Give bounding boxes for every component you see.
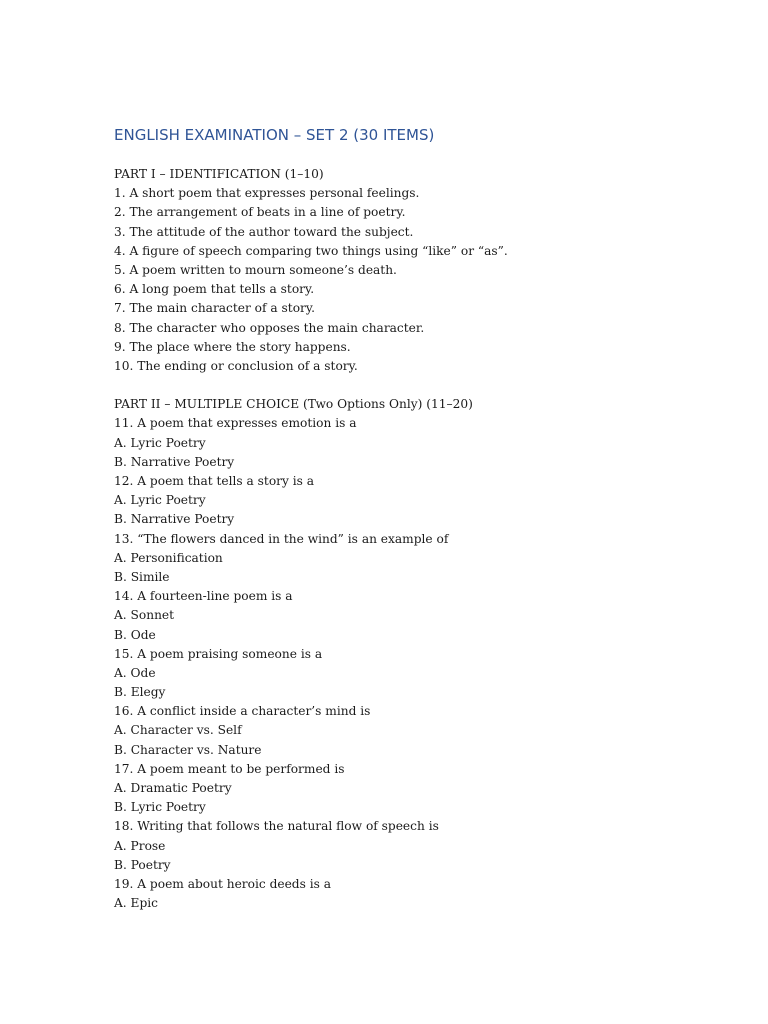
- option-a: A. Character vs. Self: [114, 723, 242, 738]
- option-a: A. Lyric Poetry: [114, 493, 206, 508]
- option-b: B. Narrative Poetry: [114, 454, 235, 469]
- question-13: 13. “The flowers danced in the wind” is an example of: [114, 531, 449, 546]
- question-14: 14. A fourteen-line poem is a: [114, 589, 293, 604]
- option-b: B. Elegy: [114, 685, 166, 700]
- identification-item: 7. The main character of a story.: [114, 301, 315, 316]
- identification-item: 4. A figure of speech comparing two things using “like” or “as”.: [114, 243, 508, 258]
- option-a: A. Sonnet: [114, 608, 175, 623]
- question-11: 11. A poem that expresses emotion is a: [114, 416, 357, 431]
- option-b: B. Ode: [114, 627, 156, 642]
- option-a: A. Epic: [114, 896, 158, 911]
- question-16: 16. A conflict inside a character’s mind is: [114, 704, 371, 719]
- question-19: 19. A poem about heroic deeds is a: [114, 876, 332, 891]
- option-a: A. Ode: [114, 665, 156, 680]
- identification-item: 5. A poem written to mourn someone’s death.: [114, 262, 397, 277]
- option-a: A. Prose: [114, 838, 166, 853]
- option-b: B. Character vs. Nature: [114, 742, 262, 757]
- identification-item: 2. The arrangement of beats in a line of poetry.: [114, 205, 406, 220]
- identification-item: 1. A short poem that expresses personal feelings.: [114, 186, 420, 201]
- identification-item: 6. A long poem that tells a story.: [114, 282, 315, 297]
- question-18: 18. Writing that follows the natural flow of speech is: [114, 819, 439, 834]
- option-a: A. Lyric Poetry: [114, 435, 206, 450]
- option-b: B. Narrative Poetry: [114, 512, 235, 527]
- question-12: 12. A poem that tells a story is a: [114, 474, 315, 488]
- question-15: 15. A poem praising someone is a: [114, 646, 323, 661]
- option-b: B. Simile: [114, 569, 170, 584]
- identification-item: 9. The place where the story happens.: [114, 339, 351, 354]
- question-17: 17. A poem meant to be performed is: [114, 761, 345, 776]
- document-body: [114, 124, 714, 913]
- part-1-heading: PART I – IDENTIFICATION (1–10): [114, 167, 324, 181]
- part-2-heading: PART II – MULTIPLE CHOICE (Two Options Only) (11–20): [114, 397, 473, 412]
- option-a: A. Dramatic Poetry: [114, 781, 232, 795]
- identification-item: 10. The ending or conclusion of a story.: [114, 358, 358, 373]
- option-a: A. Personification: [114, 550, 223, 565]
- identification-item: 3. The attitude of the author toward the subject.: [114, 224, 414, 239]
- part-1-section: [114, 165, 714, 376]
- option-b: B. Lyric Poetry: [114, 800, 206, 815]
- identification-item: 8. The character who opposes the main character.: [114, 320, 425, 335]
- option-b: B. Poetry: [114, 857, 171, 872]
- part-2-section: [114, 395, 714, 913]
- document-title: ENGLISH EXAMINATION – SET 2 (30 ITEMS): [114, 126, 435, 144]
